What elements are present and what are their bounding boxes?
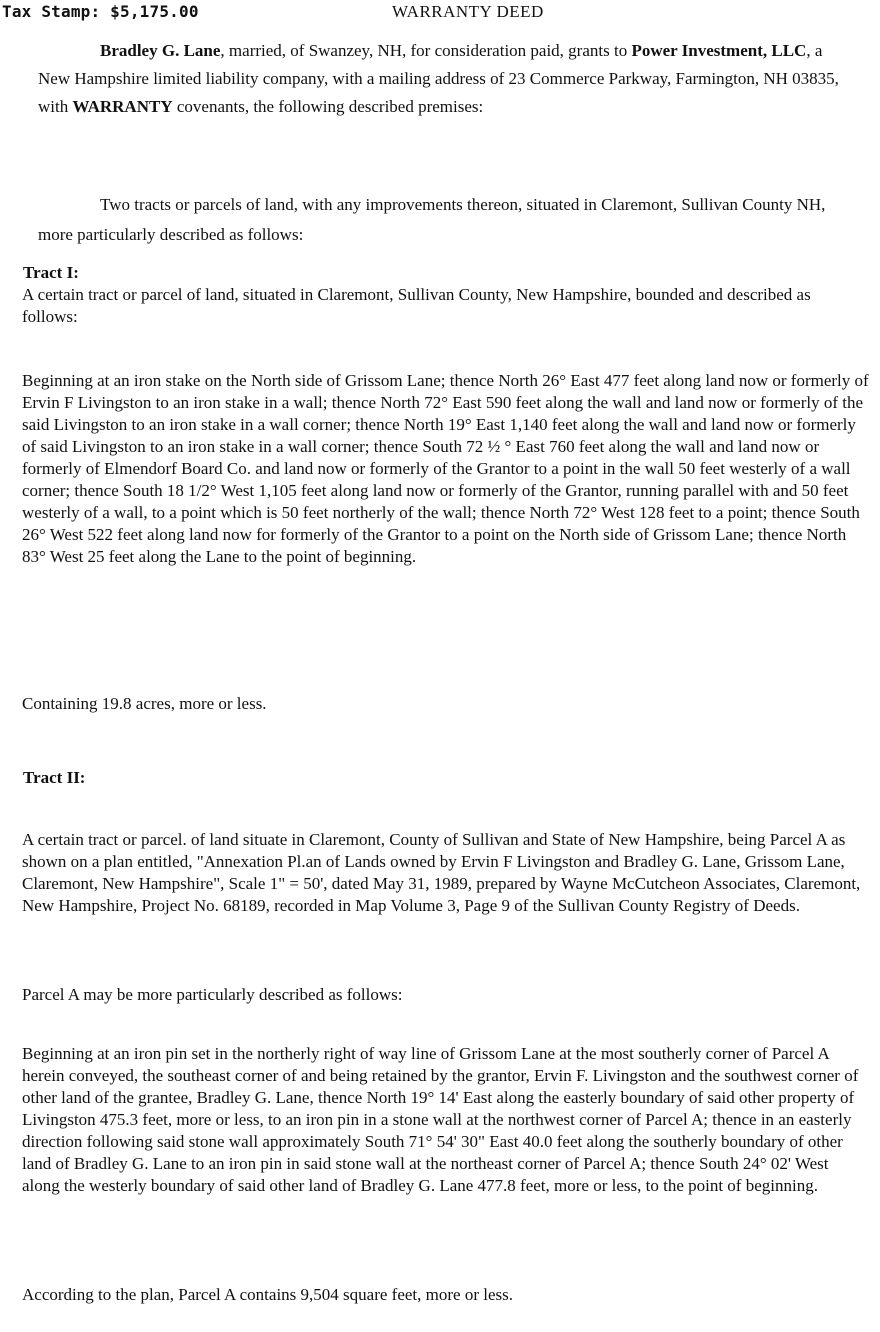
grantor-details: , married, of Swanzey, NH, for consideration paid, grants to (220, 41, 632, 60)
tract2-description: A certain tract or parcel. of land situate in Claremont, County of Sullivan and State of New Hampshire, being Parcel A as shown on a plan entitled, "Annexation Pl.an of Lands owned by Ervin F Livingston and Bradley G. Lane, Grissom Lane, Claremont, New Hampshire", Scale 1" = 50', dated May 31, 1989, prepared by Wayne McCutcheon Associates, Claremont, New Hampshire, Project No. 68189, recorded in Map Volume 3, Page 9 of the Sullivan County Registry of Deeds. (22, 830, 861, 915)
tract1-acreage: Containing 19.8 acres, more or less. (22, 694, 267, 713)
parcel-a-metes-and-bounds: Beginning at an iron pin set in the northerly right of way line of Grissom Lane at the most southerly corner of Parcel A herein conveyed, the southeast corner of and being retained by the grantor, Ervin F. Livingston and the southwest corner of other land of the grantee, Bradley G. Lane, thence North 19° 14' East along the easterly boundary of said other property of Livingston 475.3 feet, more or less, to an iron pin in a stone wall at the northwest corner of Parcel A; thence in an easterly direction following said stone wall approximately South 71° 54' 30" East 40.0 feet along the southerly boundary of other land of Bradley G. Lane to an iron pin in said stone wall at the northeast corner of Parcel A; thence South 24° 02' West along the westerly boundary of said other land of Bradley G. Lane 477.8 feet, more or less, to the point of beginning. (22, 1044, 859, 1195)
tract1-heading: Tract I: (23, 263, 79, 282)
tract1-description: A certain tract or parcel of land, situated in Claremont, Sullivan County, New Hampshire, bounded and described as follows: (22, 285, 811, 326)
tract2-heading: Tract II: (23, 768, 86, 787)
grantee-details: , a New Hampshire limited liability company, with a mailing address of 23 Commerce Parkway, Farmington, NH 03835, with (38, 41, 839, 116)
grantee-name: Power Investment, LLC (631, 41, 807, 60)
parcel-a-intro: Parcel A may be more particularly described as follows: (22, 985, 403, 1004)
parcel-a-area: According to the plan, Parcel A contains 9,504 square feet, more or less. (22, 1285, 513, 1304)
covenant-type: WARRANTY (72, 97, 173, 116)
tracts-intro: Two tracts or parcels of land, with any improvements thereon, situated in Claremont, Sullivan County NH, more particularly described as follows: (38, 195, 826, 244)
tax-stamp: Tax Stamp: $5,175.00 (2, 2, 199, 21)
grantor-name: Bradley G. Lane (100, 41, 221, 60)
grant-clause (38, 37, 858, 121)
document-title: WARRANTY DEED (392, 2, 544, 21)
covenant-details: covenants, the following described premises: (172, 97, 484, 116)
tract1-metes-and-bounds: Beginning at an iron stake on the North side of Grissom Lane; thence North 26° East 477 feet along land now or formerly of Ervin F Livingston to an iron stake in a wall; thence North 72° East 590 feet along the wall and land now or formerly of the said Livingston to an iron stake in a wall corner; thence North 19° East 1,140 feet along the wall and land now or formerly of said Livingston to an iron stake in a wall corner; thence South 72 ½ ° East 760 feet along the wall and land now or formerly of Elmendorf Board Co. and land now or formerly of the Grantor to a point in the wall 50 feet westerly of a wall corner; thence South 18 1/2° West 1,105 feet along land now or formerly of the Grantor, running parallel with and 50 feet westerly of a wall, to a point which is 50 feet northerly of the wall; thence North 72° West 128 feet to a point; thence South 26° West 522 feet along land now for formerly of the Grantor to a point on the North side of Grissom Lane; thence North 83° West 25 feet along the Lane to the point of beginning. (22, 371, 869, 566)
